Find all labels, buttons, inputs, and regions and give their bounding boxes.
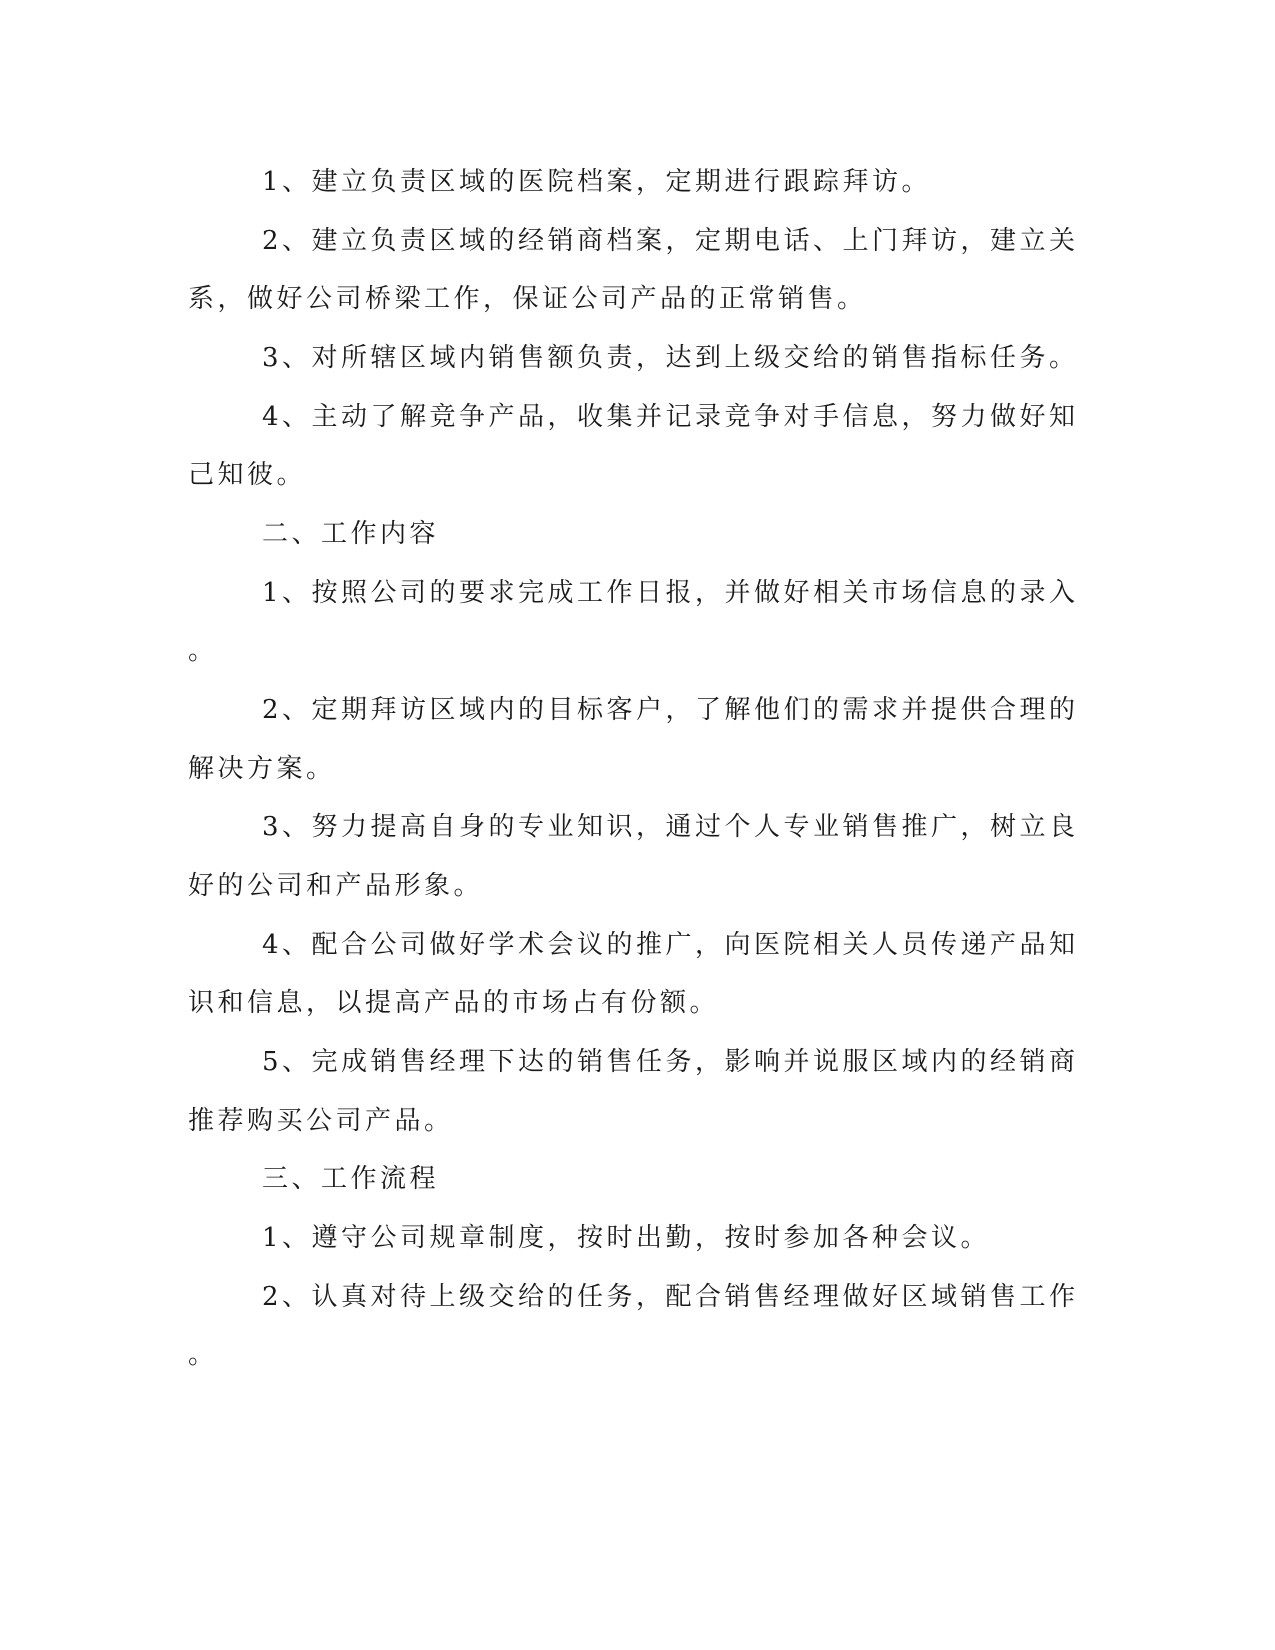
paragraph-line: 3、对所辖区域内销售额负责，达到上级交给的销售指标任务。: [262, 343, 1079, 373]
paragraph-line: 识和信息，以提高产品的市场占有份额。: [188, 988, 720, 1018]
paragraph-line: 4、配合公司做好学术会议的推广，向医院相关人员传递产品知: [262, 930, 1079, 960]
paragraph-line: 1、建立负责区域的医院档案，定期进行跟踪拜访。: [262, 167, 932, 197]
paragraph-line: 推荐购买公司产品。: [188, 1106, 454, 1136]
paragraph-line: 。: [188, 1340, 218, 1370]
section-heading: 二、工作内容: [262, 519, 440, 549]
paragraph-line: 好的公司和产品形象。: [188, 871, 484, 901]
paragraph-line: 2、定期拜访区域内的目标客户，了解他们的需求并提供合理的: [262, 695, 1079, 725]
paragraph-line: 1、遵守公司规章制度，按时出勤，按时参加各种会议。: [262, 1223, 991, 1253]
paragraph-line: 己知彼。: [188, 460, 307, 490]
paragraph-line: 系，做好公司桥梁工作，保证公司产品的正常销售。: [188, 284, 867, 314]
paragraph-line: 2、建立负责区域的经销商档案，定期电话、上门拜访，建立关: [262, 226, 1079, 256]
paragraph-line: 。: [188, 636, 218, 666]
paragraph-line: 5、完成销售经理下达的销售任务，影响并说服区域内的经销商: [262, 1047, 1079, 1077]
paragraph-line: 3、努力提高自身的专业知识，通过个人专业销售推广，树立良: [262, 812, 1079, 842]
paragraph-line: 4、主动了解竞争产品，收集并记录竞争对手信息，努力做好知: [262, 402, 1079, 432]
paragraph-line: 2、认真对待上级交给的任务，配合销售经理做好区域销售工作: [262, 1282, 1079, 1312]
paragraph-line: 解决方案。: [188, 754, 336, 784]
paragraph-line: 1、按照公司的要求完成工作日报，并做好相关市场信息的录入: [262, 578, 1079, 608]
section-heading: 三、工作流程: [262, 1164, 440, 1194]
